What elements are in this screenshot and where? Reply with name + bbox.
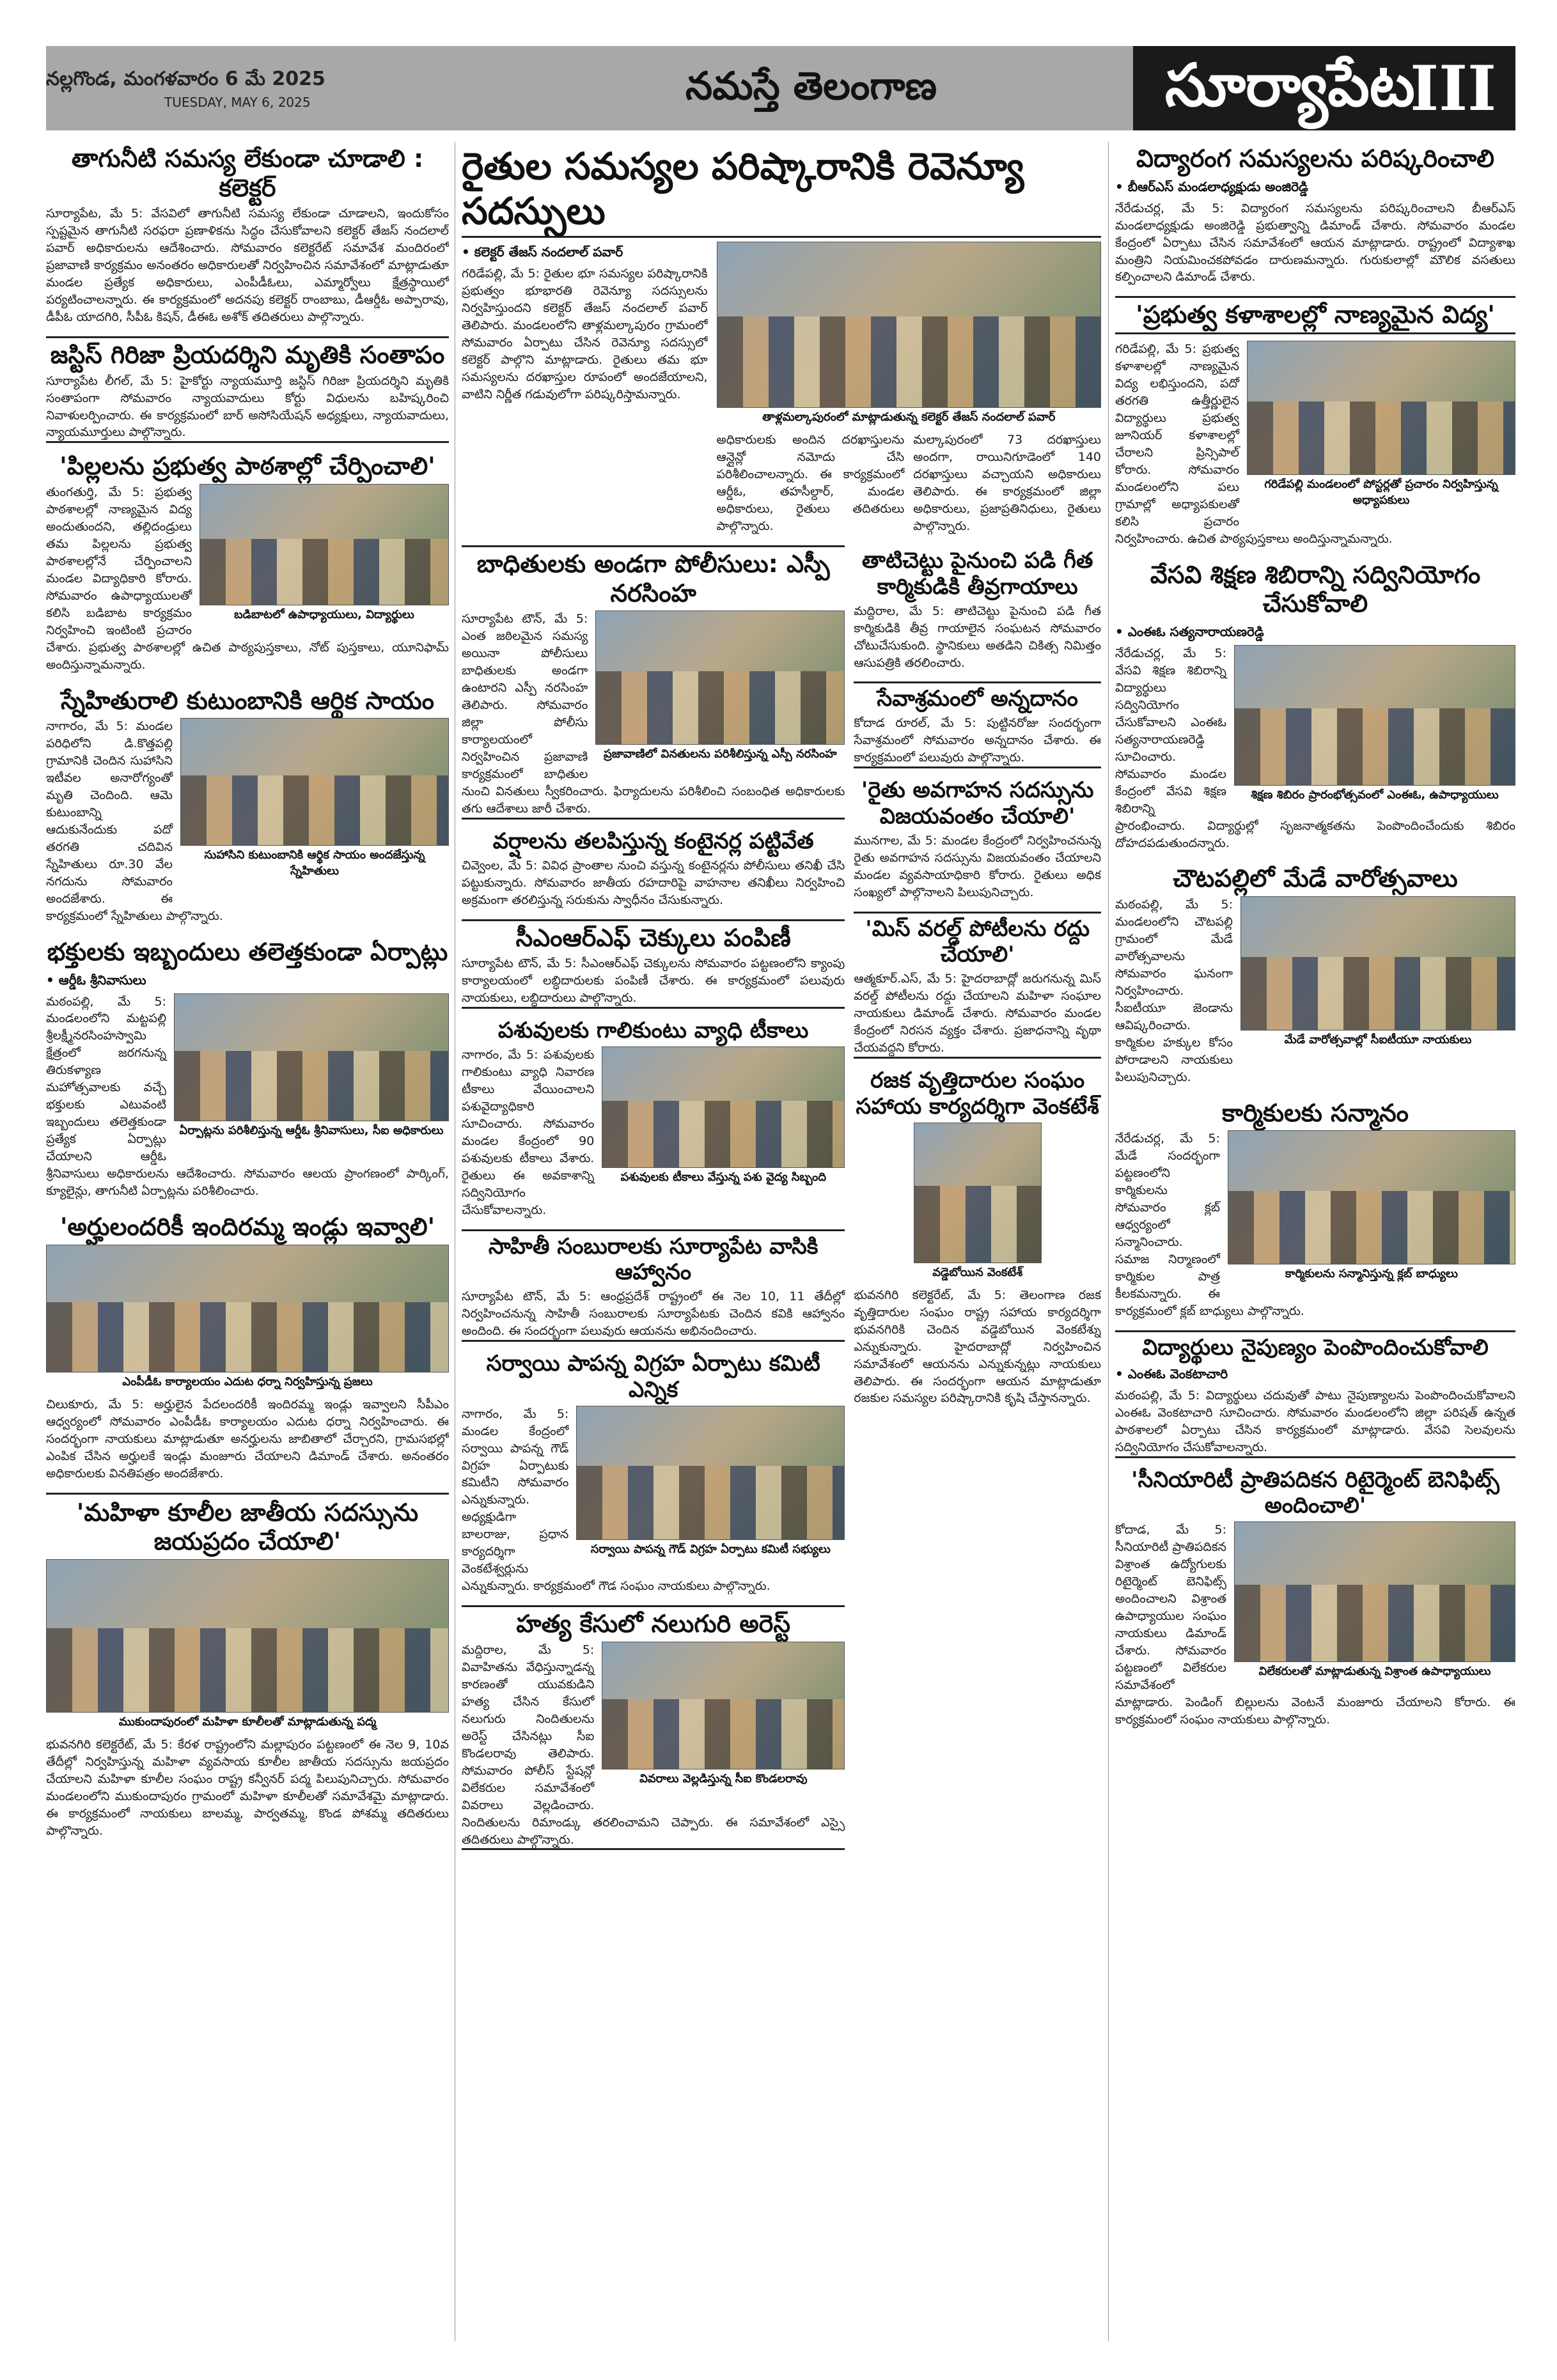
article [854, 681, 1101, 768]
article-body: భువనగిరి కలెక్టరేట్, మే 5: కేరళ రాష్ట్రంలోని మల్లాపురం పట్టణంలో ఈ నెల 9, 10వ తేదీల్లో నిర్వహిస్తున్న మహిళా వ్యవసాయ కూలీల జాతీయ సదస్సును జయప్రదం చేయాలని మహిళా కూలీల సంఘం రాష్ట్ర కన్వీనర్ పద్మ పిలుపునిచ్చారు. సోమవారం మండలంలోని ముకుందాపురం గ్రామంలో మహిళా కూలీలతో సమావేశమై మాట్లాడారు. ఈ కార్యక్రమంలో నాయకులు బాలమ్మ, పార్వతమ్మ, కొండ పోశమ్మ తదితరులు పాల్గొన్నారు. [46, 1737, 449, 1838]
article-body: నేరేడుచర్ల, మే 5: మేడే సందర్భంగా పట్టణంలోని కార్మికులను సోమవారం క్లబ్ ఆధ్వర్యంలో సన్మానించారు. సమాజ నిర్మాణంలో కార్మికుల పాత్ర కీలకమన్నారు. ఈ కార్యక్రమంలో క్లబ్ బాధ్యులు పాల్గొన్నారు. [1115, 1132, 1304, 1318]
lead-headline: రైతుల సమస్యల పరిష్కారానికి రెవెన్యూ సదస్సులు [462, 142, 1101, 238]
article [46, 1210, 449, 1482]
article-headline: 'రైతు అవగాహన సదస్సును విజయవంతం చేయాలి' [861, 777, 1094, 829]
article-body: చివ్వెంల, మే 5: వివిధ ప్రాంతాల నుంచి వస్తున్న కంటైనర్లను పోలీసులు తనిఖీ చేసి పట్టుకున్నారు. సోమవారం జాతీయ రహదారిపై వాహనాల తనిఖీలు నిర్వహించి అక్రమంగా తరలిస్తున్న సరుకును స్వాధీనం చేసుకున్నారు. [462, 858, 845, 907]
photo-caption: బడిబాటలో ఉపాధ్యాయులు, విద్యార్థులు [234, 608, 414, 622]
article-body: మునగాల, మే 5: మండల కేంద్రంలో నిర్వహించనున్న రైతు అవగాహన సదస్సును విజయవంతం చేయాలని మండల వ్యవసాయాధికారి కోరారు. రైతులు అధిక సంఖ్యలో పాల్గొనాలని పిలుపునిచ్చారు. [854, 833, 1101, 899]
article-headline: జస్టిస్ గిరిజా ప్రియదర్శిని మృతికి సంతాపం [50, 340, 445, 369]
photo-block [1234, 645, 1515, 809]
column-center [462, 142, 1101, 2341]
article [46, 935, 449, 1200]
article-body: కోదాడ రూరల్, మే 5: పుట్టినరోజు సందర్భంగా సేవాశ్రమంలో సోమవారం అన్నదానం చేశారు. ఈ కార్యక్రమంలో పలువురు పాల్గొన్నారు. [854, 716, 1101, 765]
article-headline: సీఎంఆర్ఎఫ్ చెక్కులు పంపిణీ [515, 923, 791, 952]
article-body: మద్దిరాల, మే 5: వివాహితను వేధిస్తున్నాడన్న కారణంతో యువకుడిని హత్య చేసిన కేసులో నలుగురు నిందితులను అరెస్ట్ చేసినట్లు సీఐ కొండలరావు తెలిపారు. సోమవారం పోలీస్ స్టేషన్లో విలేకరుల సమావేశంలో వివరాలు వెల్లడించారు. నిందితులను రిమాండ్కు తరలించామని చెప్పారు. ఈ సమావేశంలో ఎస్సై తదితరులు పాల్గొన్నారు. [462, 1642, 845, 1847]
article [1115, 862, 1515, 1085]
article-headline: విద్యార్థులు నైపుణ్యం పెంపొందించుకోవాలి [1142, 1334, 1489, 1360]
news-photo [1234, 1521, 1515, 1662]
article-body: సూర్యాపేట లీగల్, మే 5: హైకోర్టు న్యాయమూర్తి జస్టిస్ గిరిజా ప్రియదర్శిని మృతికి సంతాపంగా సోమవారం న్యాయవాదులు కోర్టు విధులను బహిష్కరించి నివాళులర్పించారు. ఈ కార్యక్రమంలో బార్ అసోసియేషన్ అధ్యక్షులు, న్యాయవాదులు, న్యాయమూర్తులు పాల్గొన్నారు. [46, 373, 449, 440]
article [46, 142, 449, 326]
photo-caption: వివరాలు వెల్లడిస్తున్న సీఐ కొండలరావు [639, 1771, 808, 1785]
article-headline: కార్మికులకు సన్మానం [1222, 1098, 1409, 1127]
photo-caption: సుహాసిని కుటుంబానికి ఆర్థిక సాయం అందజేస్తున్న స్నేహితులు [204, 848, 425, 878]
article-body: నేరేడుచర్ల, మే 5: వేసవి శిక్షణ శిబిరాన్ని విద్యార్థులు సద్వినియోగం చేసుకోవాలని ఎంఈఓ సత్యనారాయణరెడ్డి సూచించారు. సోమవారం మండల కేంద్రంలో వేసవి శిక్షణ శిబిరాన్ని ప్రారంభించారు. విద్యార్థుల్లో సృజనాత్మకతను పెంపొందించేందుకు శిబిరం దోహదపడుతుందన్నారు. [1115, 646, 1515, 850]
article-headline: 'అర్హులందరికీ ఇందిరమ్మ ఇండ్లు ఇవ్వాలి' [59, 1213, 435, 1241]
article-headline: బాధితులకు అండగా పోలీసులు: ఎస్పీ నరసింహ [476, 550, 830, 607]
article-body: మఠంపల్లి, మే 5: విద్యార్థులు చదువుతో పాటు నైపుణ్యాలను పెంపొందించుకోవాలని ఎంఈఓ వెంకటాచారి సూచించారు. సోమవారం మండలంలోని జిల్లా పరిషత్ ఉన్నత పాఠశాలలో ఏర్పాటు చేసిన కార్యక్రమంలో మాట్లాడారు. వేసవి సెలవులను సద్వినియోగం చేసుకోవాలన్నారు. [1115, 1388, 1515, 1454]
photo-caption: సర్వాయి పాపన్న గౌడ్ విగ్రహ ఏర్పాటు కమిటీ సభ్యులు [590, 1542, 831, 1556]
article-headline: రజక వృత్తిదారుల సంఘం సహాయ కార్యదర్శిగా వెంకటేశ్ [856, 1068, 1099, 1119]
news-photo [602, 1642, 845, 1769]
article-headline: సాహితీ సంబురాలకు సూర్యాపేట వాసికి ఆహ్వానం [488, 1233, 818, 1286]
news-photo [46, 1559, 449, 1713]
article [1115, 296, 1515, 547]
article-headline: తాగునీటి సమస్య లేకుండా చూడాలి : కలెక్టర్ [71, 144, 424, 202]
article [854, 1065, 1101, 1407]
article-headline: 'పిల్లలను ప్రభుత్వ పాఠశాల్లో చేర్పించాలి' [59, 452, 435, 481]
photo-caption: తాళ్లమల్కాపురంలో మాట్లాడుతున్న కలెక్టర్ తేజస్ నందలాల్ పవార్ [762, 410, 1056, 424]
photo-caption: కార్మికులను సన్మానిస్తున్న క్లబ్ బాధ్యులు [1285, 1267, 1458, 1281]
article-byline: • ఎంఈఓ సత్యనారాయణరెడ్డి [1115, 623, 1264, 639]
article [854, 912, 1101, 1059]
article [462, 826, 845, 909]
article-headline: 'ప్రభుత్వ కళాశాలల్లో నాణ్యమైన విద్య' [1115, 296, 1515, 334]
article [46, 684, 449, 925]
article-headline: హత్య కేసులో నలుగురి అరెస్ట్ [516, 1610, 791, 1638]
photo-caption: ప్రజావాణిలో వినతులను పరిశీలిస్తున్న ఎస్పీ నరసింహ [603, 747, 837, 761]
article-body: గరిడేపల్లి, మే 5: రైతుల భూ సమస్యల పరిష్కారానికి ప్రభుత్వం భూభారతి రెవెన్యూ సదస్సులను నిర్వహిస్తుందని కలెక్టర్ తేజస్ నందలాల్ పవార్ తెలిపారు. మండలంలోని తాళ్లమల్కాపురం గ్రామంలో సోమవారం ఏర్పాటు చేసిన రెవెన్యూ సదస్సులో కలెక్టర్ పాల్గొని మాట్లాడారు. రైతులు తమ భూ సమస్యలను దరఖాస్తుల రూపంలో అందజేయాలని, వాటిని నిర్ణీత గడువులోగా పరిష్కరిస్తామన్నారు. [462, 267, 708, 401]
article-headline: చౌటపల్లిలో మేడే వారోత్సవాలు [1173, 864, 1458, 893]
article [462, 1229, 845, 1342]
article [1115, 142, 1515, 286]
article-body: అధికారులకు అందిన దరఖాస్తులను ఆన్లైన్లో నమోదు చేసి పరిశీలించాలన్నారు. ఈ కార్యక్రమంలో ఆర్డీఓ, తహసీల్దార్, మండల అధికారులు, రైతులు తదితరులు పాల్గొన్నారు. [716, 433, 905, 534]
article [462, 1348, 845, 1595]
article-body: నాగారం, మే 5: మండల కేంద్రంలో సర్వాయి పాపన్న గౌడ్ విగ్రహ ఏర్పాటుకు కమిటీని సోమవారం ఎన్నుకున్నారు. అధ్యక్షుడిగా బాలరాజు, ప్రధాన కార్యదర్శిగా వెంకటేశ్వర్లును ఎన్నుకున్నారు. కార్యక్రమంలో గౌడ సంఘం నాయకులు పాల్గొన్నారు. [462, 1406, 771, 1594]
column-left [46, 142, 449, 2341]
article-headline: 'మిస్ వరల్డ్ పోటీలను రద్దు చేయాలి' [865, 915, 1090, 968]
photo-block [1247, 341, 1515, 515]
article [462, 919, 845, 1009]
masthead-right [1133, 46, 1515, 130]
article-body: సూర్యాపేట టౌన్, మే 5: ఆంధ్రప్రదేశ్ రాష్ట్రంలో ఈ నెల 10, 11 తేదీల్లో నిర్వహించనున్న సాహితీ సంబురాలకు సూర్యాపేటకు చెందిన కవికి ఆహ్వానం అందింది. ఈ సందర్భంగా పలువురు ఆయనను అభినందించారు. [462, 1289, 845, 1339]
photo-caption: విలేకరులతో మాట్లాడుతున్న విశ్రాంత ఉపాధ్యాయులు [1258, 1665, 1491, 1679]
masthead-left [46, 46, 1133, 130]
article-headline: 'మహిళా కూలీల జాతీయ సదస్సును జయప్రదం చేయాలి' [46, 1493, 449, 1559]
photo-caption: మేడే వారోత్సవాల్లో సీఐటీయూ నాయకులు [1284, 1033, 1472, 1047]
article [854, 545, 1101, 671]
article-byline: • బీఆర్ఎస్ మండలాధ్యక్షుడు అంజిరెడ్డి [1115, 178, 1308, 194]
article-headline: 'సీనియారిటీ ప్రాతిపదికన రిటైర్మెంట్ బెనిఫిట్స్ అందించాలి' [1131, 1466, 1499, 1519]
article-body: గరిడేపల్లి, మే 5: ప్రభుత్వ కళాశాలల్లో నాణ్యమైన విద్య లభిస్తుందని, పదో తరగతి ఉత్తీర్ణులైన విద్యార్థులు ప్రభుత్వ జూనియర్ కళాశాలల్లో చేరాలని ప్రిన్సిపాల్ కోరారు. సోమవారం మండలంలోని పలు గ్రామాల్లో అధ్యాపకులతో కలిసి ప్రచారం నిర్వహించారు. ఉచిత పాఠ్యపుస్తకాలు అందిస్తున్నామన్నారు. [1115, 342, 1393, 546]
article [1115, 1096, 1515, 1320]
news-photo [1240, 896, 1515, 1031]
article-headline: వేసవి శిక్షణ శిబిరాన్ని సద్వినియోగం చేసుకోవాలి [1150, 560, 1481, 618]
article [462, 1015, 845, 1218]
article-headline: విద్యారంగ సమస్యలను పరిష్కరించాలి [1136, 144, 1495, 173]
photo-block [576, 1406, 845, 1564]
news-photo [180, 718, 449, 846]
photo-block [595, 611, 845, 768]
photo-block [602, 1046, 845, 1192]
article [46, 1493, 449, 1840]
article-body: కోదాడ, మే 5: సీనియారిటీ ప్రాతిపదికన విశ్రాంత ఉద్యోగులకు రిటైర్మెంట్ బెనిఫిట్స్ అందించాలని విశ్రాంత ఉపాధ్యాయుల సంఘం నాయకులు డిమాండ్ చేశారు. సోమవారం పట్టణంలో విలేకరుల సమావేశంలో మాట్లాడారు. పెండింగ్ బిల్లులను వెంటనే మంజూరు చేయాలని కోరారు. ఈ కార్యక్రమంలో సంఘం నాయకులు పాల్గొన్నారు. [1115, 1523, 1515, 1727]
news-photo [174, 993, 449, 1121]
article-body: మద్దిరాల, మే 5: తాటిచెట్టు పైనుంచి పడి గీత కార్మికుడికి తీవ్ర గాయాలైన సంఘటన సోమవారం చోటుచేసుకుంది. స్థానికులు అతడిని చికిత్స నిమిత్తం ఆసుపత్రికి తరలించారు. [854, 603, 1101, 670]
news-photo [46, 1245, 449, 1373]
article-body: చిలుకూరు, మే 5: అర్హులైన పేదలందరికీ ఇందిరమ్మ ఇండ్లు ఇవ్వాలని సీపీఎం ఆధ్వర్యంలో సోమవారం ఎంపీడీఓ కార్యాలయం ఎదుట ధర్నా నిర్వహించారు. ఈ సందర్భంగా నాయకులు మాట్లాడుతూ అనర్హులను జాబితాలో చేర్చారని, గ్రామసభల్లో ఎంపిక చేసిన అర్హులకే ఇండ్లు మంజూరు చేయాలని డిమాండ్ చేశారు. అనంతరం అధికారులకు వినతిపత్రం అందజేశారు. [46, 1397, 449, 1481]
photo-block [1234, 1521, 1515, 1686]
article-body: మఠంపల్లి, మే 5: మండలంలోని చౌటపల్లి గ్రామంలో మేడే వారోత్సవాలను సోమవారం ఘనంగా నిర్వహించారు. సీఐటీయూ జెండాను ఆవిష్కరించారు. కార్మికుల హక్కుల కోసం పోరాడాలని నాయకులు పిలుపునిచ్చారు. [1115, 898, 1233, 1084]
article-body: నాగారం, మే 5: పశువులకు గాలికుంటు వ్యాధి నివారణ టీకాలు వేయించాలని పశువైద్యాధికారి సూచించారు. సోమవారం మండల కేంద్రంలో 90 పశువులకు టీకాలు వేశారు. రైతులు ఈ అవకాశాన్ని సద్వినియోగం చేసుకోవాలన్నారు. [462, 1047, 595, 1217]
article-headline: తాటిచెట్టు పైనుంచి పడి గీత కార్మికుడికి తీవ్రగాయాలు [861, 548, 1093, 600]
article-headline: సేవాశ్రమంలో అన్నదానం [877, 686, 1078, 712]
article-body: సూర్యాపేట, మే 5: వేసవిలో తాగునీటి సమస్య లేకుండా చూడాలని, ఇందుకోసం స్పష్టమైన తాగునీటి సరఫరా ప్రణాళికను సిద్ధం చేసుకోవాలని కలెక్టర్ తేజస్ నందలాల్ పవార్ అధికారులను ఆదేశించారు. సోమవారం కలెక్టరేట్ సమావేశ మందిరంలో ప్రజావాణి కార్యక్రమం అనంతరం అధికారులతో నిర్వహించిన సమావేశంలో మాట్లాడుతూ మండల ప్రత్యేక అధికారులు, ఎంపీడీఓలు, ఎమ్మార్వోలు క్షేత్రస్థాయిలో పర్యటించాలన్నారు. ఈ కార్యక్రమంలో అదనపు కలెక్టర్ రాంబాబు, డీఆర్డీఓ అప్పారావు, డీపీఓ యాదగిరి, సీపీఓ కిషన్, డీఈఓ అశోక్ తదితరులు పాల్గొన్నారు. [46, 206, 449, 324]
article-body: తుంగతుర్తి, మే 5: ప్రభుత్వ పాఠశాలల్లో నాణ్యమైన విద్య అందుతుందని, తల్లిదండ్రులు తమ పిల్లలను ప్రభుత్వ పాఠశాలల్లోనే చేర్పించాలని మండల విద్యాధికారి కోరారు. సోమవారం ఉపాధ్యాయులతో కలిసి బడిబాట కార్యక్రమం నిర్వహించి ఇంటింటి ప్రచారం చేశారు. ప్రభుత్వ పాఠశాలల్లో ఉచిత పాఠ్యపుస్తకాలు, నోట్ పుస్తకాలు, యూనిఫామ్ అందిస్తున్నామన్నారు. [46, 485, 449, 672]
article-body: మల్కాపురంలో 73 దరఖాస్తులు అందగా, రాయినిగూడెంలో 140 దరఖాస్తులు వచ్చాయని అధికారులు తెలిపారు. ఈ కార్యక్రమంలో జిల్లా అధికారులు, ప్రజాప్రతినిధులు, రైతులు పాల్గొన్నారు. [913, 433, 1101, 534]
article-headline: భక్తులకు ఇబ్బందులు తలెత్తకుండా ఏర్పాట్లు [47, 937, 448, 966]
photo-block [602, 1642, 845, 1793]
photo-caption: వడ్డెబోయిన వెంకటేశ్ [932, 1265, 1023, 1279]
news-photo [1228, 1130, 1515, 1264]
article [1115, 1330, 1515, 1458]
article-headline: స్నేహితురాలి కుటుంబానికి ఆర్థిక సాయం [60, 686, 435, 715]
photo-block [1240, 896, 1515, 1054]
news-photo [602, 1046, 845, 1168]
article-headline: సర్వాయి పాపన్న విగ్రహ ఏర్పాటు కమిటీ ఎన్నిక [486, 1351, 820, 1403]
article-body: సూర్యాపేట టౌన్, మే 5: ఎంత జఠిలమైన సమస్య అయినా పోలీసులు బాధితులకు అండగా ఉంటారని ఎస్పీ నరసింహ తెలిపారు. సోమవారం జిల్లా పోలీసు కార్యాలయంలో నిర్వహించిన ప్రజావాణి కార్యక్రమంలో బాధితుల నుంచి వినతులు స్వీకరించారు. ఫిర్యాదులను పరిశీలించి సంబంధిత అధికారులకు తగు ఆదేశాలు జారీ చేశారు. [462, 612, 845, 816]
article [462, 1605, 845, 1850]
article-headline: పశువులకు గాలికుంటు వ్యాధి టీకాలు [497, 1018, 809, 1044]
article-body: భువనగిరి కలెక్టరేట్, మే 5: తెలంగాణ రజక వృత్తిదారుల సంఘం రాష్ట్ర సహాయ కార్యదర్శిగా భువనగిరికి చెందిన వడ్డెబోయిన వెంకటేశ్ను ఎన్నుకున్నారు. హైదరాబాద్లో నిర్వహించిన సమావేశంలో ఆయనను ఎన్నుకున్నట్లు నాయకులు తెలిపారు. ఈ సందర్భంగా ఆయన మాట్లాడుతూ రజకుల సమస్యల పరిష్కారానికి కృషి చేస్తానన్నారు. [854, 1287, 1101, 1406]
photo-caption: పశువులకు టీకాలు వేస్తున్న పశు వైద్య సిబ్బంది [620, 1170, 827, 1184]
date-telugu: నల్లగొండ, మంగళవారం 6 మే 2025 [46, 68, 325, 90]
photo-caption: గరిడేపల్లి మండలంలో పోస్టర్లతో ప్రచారం నిర్వహిస్తున్న అధ్యాపకులు [1264, 478, 1498, 508]
article [854, 775, 1101, 901]
photo-block [180, 718, 449, 885]
news-photo [1247, 341, 1515, 475]
article-byline: • కలెక్టర్ తేజస్ నందలాల్ పవార్ [462, 244, 623, 260]
lead-article [462, 142, 1101, 535]
article-body: నేరేడుచర్ల, మే 5: విద్యారంగ సమస్యలను పరిష్కరించాలని బీఆర్ఎస్ మండలాధ్యక్షుడు అంజిరెడ్డి ప్రభుత్వాన్ని డిమాండ్ చేశారు. సోమవారం మండల కేంద్రంలో ఏర్పాటు చేసిన సమావేశంలో ఆయన మాట్లాడారు. రాష్ట్రంలో విద్యాశాఖ మంత్రిని నియమించకపోవడం దారుణమన్నారు. గురుకులాల్లో మౌలిక వసతులు కల్పించాలని డిమాండ్ చేశారు. [1115, 201, 1515, 284]
date-english: TUESDAY, MAY 6, 2025 [164, 95, 311, 110]
paper-name: నమస్తే తెలంగాణ [685, 64, 937, 109]
article-body: ఆత్మకూర్.ఎస్, మే 5: హైదరాబాద్లో జరుగనున్న మిస్ వరల్డ్ పోటీలను రద్దు చేయాలని మహిళా సంఘాల నాయకులు డిమాండ్ చేశారు. సోమవారం మండల కేంద్రంలో నిరసన వ్యక్తం చేశారు. ప్రజాధనాన్ని వృథా చేయవద్దని కోరారు. [854, 972, 1101, 1055]
news-photo [576, 1406, 845, 1540]
photo-caption: ఏర్పాట్లను పరిశీలిస్తున్న ఆర్డీఓ శ్రీనివాసులు, సీఐ అధికారులు [179, 1123, 444, 1137]
article-body: మఠంపల్లి, మే 5: మండలంలోని మట్టపల్లి శ్రీలక్ష్మీనరసింహస్వామి క్షేత్రంలో జరగనున్న తిరుకళ్యాణ మహోత్సవాలకు వచ్చే భక్తులకు ఎటువంటి ఇబ్బందులు తలెత్తకుండా ప్రత్యేక ఏర్పాట్లు చేయాలని ఆర్డీఓ శ్రీనివాసులు అధికారులను ఆదేశించారు. సోమవారం ఆలయ ప్రాంగణంలో పార్కింగ్, క్యూలైన్లు, తాగునీటి ఏర్పాట్లను పరిశీలించారు. [46, 994, 449, 1199]
article [46, 449, 449, 673]
column-right [1115, 142, 1515, 2341]
district-title: సూర్యాపేట [1165, 51, 1415, 120]
photo-caption: ఎంపీడీఓ కార్యాలయం ఎదుట ధర్నా నిర్వహిస్తున్న ప్రజలు [122, 1374, 373, 1388]
article [46, 336, 449, 443]
news-photo [1234, 645, 1515, 786]
article [1115, 1465, 1515, 1729]
photo-caption: శిక్షణ శిబిరం ప్రారంభోత్సవంలో ఎంఈఓ, ఉపాధ్యాయులు [1251, 788, 1499, 802]
photo-block [200, 484, 449, 629]
masthead [46, 46, 1515, 130]
photo-block [174, 993, 449, 1145]
page-number: III [1410, 52, 1496, 125]
news-photo [595, 611, 845, 745]
photo-block [1228, 1130, 1515, 1288]
article-byline: • ఎంఈఓ వెంకటాచారి [1115, 1365, 1228, 1381]
news-photo [717, 242, 1101, 408]
article-body: నాగారం, మే 5: మండల పరిధిలోని డి.కొత్తపల్లి గ్రామానికి చెందిన సుహాసిని ఇటీవల అనారోగ్యంతో మృతి చెందింది. ఆమె కుటుంబాన్ని ఆదుకునేందుకు పదో తరగతి చదివిన స్నేహితులు రూ.30 వేల నగదును సోమవారం అందజేశారు. ఈ కార్యక్రమంలో స్నేహితులు పాల్గొన్నారు. [46, 719, 223, 923]
article-body: సూర్యాపేట టౌన్, మే 5: సీఎంఆర్ఎఫ్ చెక్కులను సోమవారం పట్టణంలోని క్యాంపు కార్యాలయంలో లబ్ధిదారులకు పంపిణీ చేశారు. ఈ కార్యక్రమంలో పలువురు నాయకులు, లబ్ధిదారులు పాల్గొన్నారు. [462, 956, 845, 1006]
news-photo [200, 484, 449, 605]
article-byline: • ఆర్డీఓ శ్రీనివాసులు [46, 972, 146, 988]
column-divider [1108, 142, 1109, 2341]
article [462, 545, 845, 820]
article-headline: వర్షాలను తలపిస్తున్న కంటైనర్ల పట్టివేత [492, 828, 814, 854]
photo-caption: ముకుందాపురంలో మహిళా కూలీలతో మాట్లాడుతున్న పద్మ [118, 1715, 377, 1729]
article [1115, 558, 1515, 852]
portrait-photo [914, 1123, 1042, 1263]
